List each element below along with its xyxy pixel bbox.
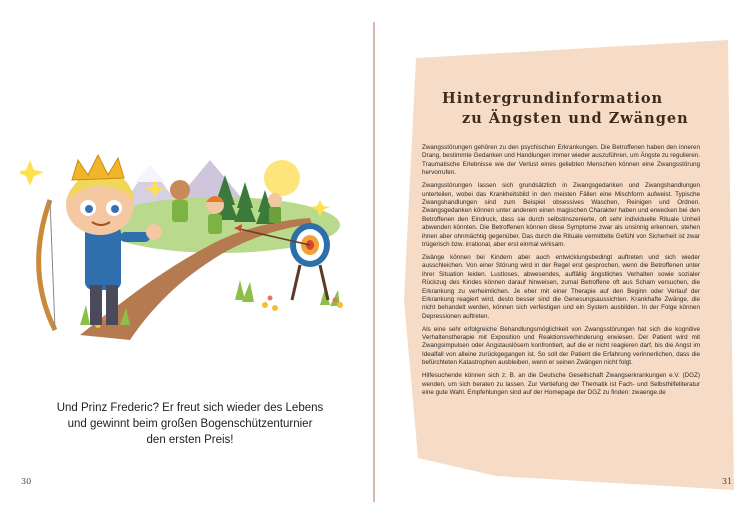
info-paragraph: Hilfesuchende können sich z. B. an die Deutsche Gesellschaft Zwangserkrankungen e.V. (DGZ) wenden, um sich beraten zu lassen. Zur Vertiefung der Thematik ist Fach- und Selbsthilfeliteratur eine gute Wahl. Empfehlungen sind auf der Homepage der DGZ zu finden: zwaenge.de — [422, 372, 700, 396]
caption-line: den ersten Preis! — [146, 434, 234, 446]
info-paragraph: Als eine sehr erfolgreiche Behandlungsmöglichkeit von Zwangsstörungen hat sich die kognitive Verhaltenstherapie mit Exposition und Reaktionsverhinderung erwiesen. Der Patient wird mit Zwangsimpulsen oder Angstauslösern konfrontiert, auf die er nicht reagieren darf, bis die Angst im Idealfall von alleine zurückgegangen ist. So soll der Patient die Erfahrung verinnerlichen, dass die befürchteten Katastrophen ausbleiben, wenn er seinen Zwängen nicht folgt. — [422, 325, 700, 367]
info-paragraph: Zwangsstörungen lassen sich grundsätzlich in Zwangsgedanken und Zwangshandlungen unterteilen, wobei das Krankheitsbild in den meisten Fällen eine Mischform aufweist. Typische Zwangshandlungen sind zum Beispiel obsessives Waschen, Reinigen und Ordnen. Zwangsgedanken können unter anderem einen magischen Charakter haben und erwecken bei den Betroffenen den Eindruck, dass sie durch selbstinszenierte, oft sehr individuelle Rituale Unheil abwenden könnten. Die Betroffenen können diese Symptome zwar als unsinnig erkennen, stehen ihnen aber ohnmächtig gegenüber. Das durch die Rituale vermittelte Gefühl von Sicherheit ist zwar trügerisch bzw. irrational, aber erst einmal wirksam. — [422, 182, 700, 248]
heading-line-1: Hintergrundinformation — [442, 90, 664, 107]
info-paragraph: Zwänge können bei Kindern aber auch entwicklungsbedingt auftreten und sich wieder ausschleichen. Von einer Störung wird in der Regel erst gesprochen, wenn die Betroffenen unter ihrer Situation leiden. Lustloses, abwesendes, auffällig ängstliches Verhalten sowie sozialer Rückzug des Kindes können darauf hinweisen, zumal Betroffene oft aus Scham versuchen, die Erkrankung zu verheimlichen. Je eher mit einer Therapie auf den Beginn oder Verlauf der Erkrankung reagiert wird, desto besser sind die Genesungsaussichten. Krankhafte Zwänge, die nicht behandelt werden, können sich verfestigen und ein System ausbilden. In der Folge können Depressionen auftreten. — [422, 253, 700, 320]
info-body — [422, 144, 700, 402]
caption-line: Und Prinz Frederic? Er freut sich wieder des Lebens — [56, 402, 324, 414]
caption-line: und gewinnt beim großen Bogenschützenturnier — [67, 418, 313, 430]
story-caption — [40, 400, 340, 448]
page-number-right: 31 — [722, 477, 733, 486]
page-gutter-line — [373, 22, 375, 502]
prince-archery-illustration — [20, 120, 365, 345]
info-paragraph: Zwangsstörungen gehören zu den psychischen Erkrankungen. Die Betroffenen haben den inneren Drang, bestimmte Gedanken und Handlungen immer wieder auszuführen, um Ängste zu regulieren. Traumatische Erlebnisse wie der Verlust eines geliebten Menschen können eine Zwangsstörung hervorrufen. — [422, 144, 700, 177]
left-page — [0, 0, 372, 530]
heading-line-2: zu Ängsten und Zwängen — [462, 110, 689, 127]
page-number-left: 30 — [21, 477, 32, 486]
right-page — [376, 0, 750, 530]
